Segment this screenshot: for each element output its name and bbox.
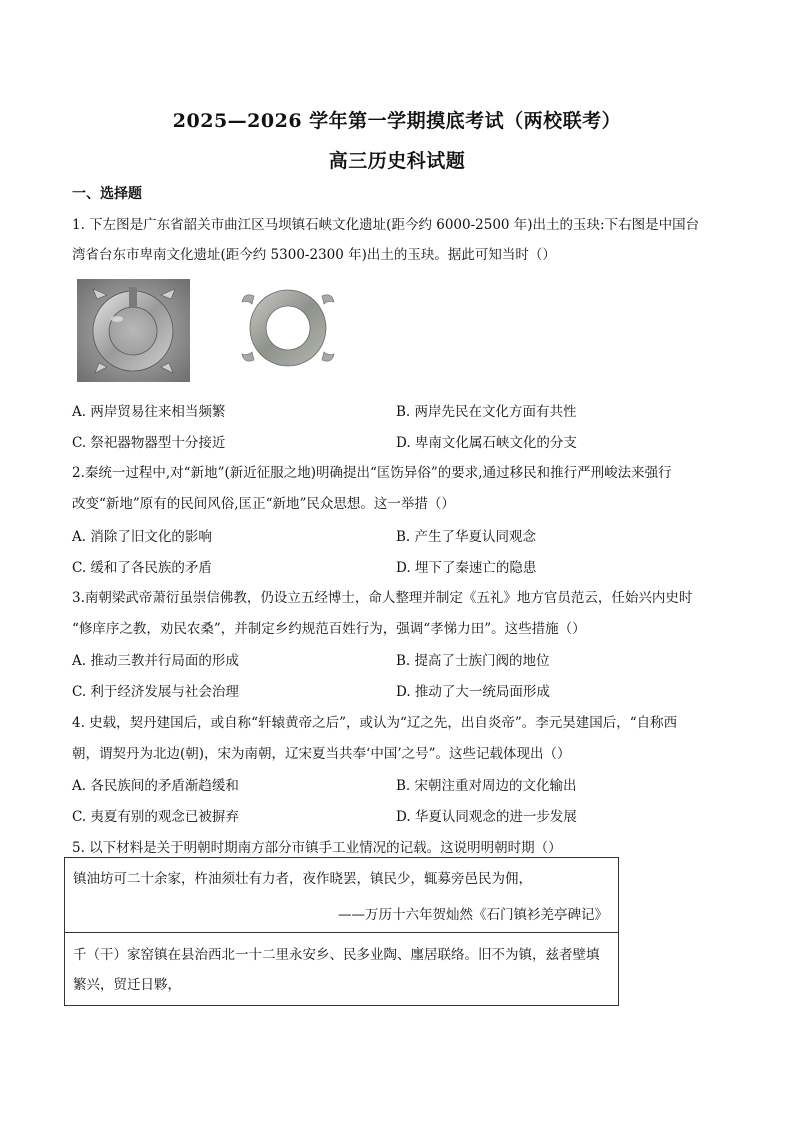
- question-5-line-1: 5. 以下材料是关于明朝时期南方部分市镇手工业情况的记载。这说明明朝时期（）: [72, 840, 562, 856]
- question-2-option-c[interactable]: C. 缓和了各民族的矛盾: [72, 560, 212, 576]
- question-3-option-d[interactable]: D. 推动了大一统局面形成: [396, 684, 550, 700]
- question-1-option-c[interactable]: C. 祭祀器物器型十分接近: [72, 435, 226, 451]
- jade-jue-left-image: [77, 279, 190, 382]
- question-4-line-2: 朝，谓契丹为北边(朝)，宋为南朝，辽宋夏当共奉‘中国’之号”。这些记载体现出（）: [72, 746, 571, 762]
- question-3-option-b[interactable]: B. 提高了士族门阀的地位: [396, 653, 550, 669]
- material-1-source: ——万历十六年贺灿然《石门镇衫羌亭碑记》: [338, 907, 608, 923]
- section-heading: 一、选择题: [72, 186, 142, 202]
- material-2-line-1: 千（干）家窑镇在县治西北一十二里永安乡、民多业陶、廛居联络。旧不为镇，兹者壁填: [73, 947, 600, 963]
- question-4-option-c[interactable]: C. 夷夏有别的观念已被摒弃: [72, 809, 239, 825]
- question-4-line-1: 4. 史载，契丹建国后，或自称“轩辕黄帝之后”，或认为“辽之先，出自炎帝”。李元昊建国后，“自称西: [72, 715, 678, 731]
- question-4-option-b[interactable]: B. 宋朝注重对周边的文化输出: [396, 778, 577, 794]
- question-3-line-2: “修庠序之教，劝民农桑”，并制定乡约规范百姓行为，强调“孝悌力田”。这些措施（）: [72, 621, 586, 637]
- material-box-1: [64, 857, 619, 933]
- question-4-option-d[interactable]: D. 华夏认同观念的进一步发展: [396, 809, 577, 825]
- exam-subtitle: 高三历史科试题: [328, 150, 466, 172]
- material-box-2: [64, 932, 619, 1006]
- question-1-option-d[interactable]: D. 卑南文化属石峡文化的分支: [396, 435, 577, 451]
- question-2-option-a[interactable]: A. 消除了旧文化的影响: [72, 529, 212, 545]
- jade-jue-right-image: [232, 276, 344, 380]
- question-2-option-b[interactable]: B. 产生了华夏认同观念: [396, 529, 537, 545]
- material-2-line-2: 繁兴，贸迁日夥，: [73, 977, 181, 993]
- question-4-option-a[interactable]: A. 各民族间的矛盾渐趋缓和: [72, 778, 239, 794]
- question-2-option-d[interactable]: D. 埋下了秦速亡的隐患: [396, 560, 537, 576]
- question-3-option-a[interactable]: A. 推动三教并行局面的形成: [72, 653, 239, 669]
- question-1-option-b[interactable]: B. 两岸先民在文化方面有共性: [396, 404, 577, 420]
- question-1-line-2: 湾省台东市卑南文化遗址(距今约 5300-2300 年)出土的玉玦。据此可知当时（）: [72, 247, 556, 263]
- question-1-option-a[interactable]: A. 两岸贸易往来相当频繁: [72, 404, 226, 420]
- question-2-line-1: 2.秦统一过程中,对“新地”(新近征服之地)明确提出“匡饬异俗”的要求,通过移民和推行严刑峻法来强行: [72, 465, 672, 481]
- exam-title: 2025—2026 学年第一学期摸底考试（两校联考）: [172, 110, 622, 132]
- question-3-option-c[interactable]: C. 利于经济发展与社会治理: [72, 684, 239, 700]
- question-2-line-2: 改变“新地”原有的民间风俗,匡正“新地”民众思想。这一举措（）: [72, 496, 455, 512]
- material-1-text: 镇油坊可二十余家，杵油须壮有力者，夜作晓罢，镇民少，辄募旁邑民为佣，: [73, 871, 532, 887]
- question-1-line-1: 1. 下左图是广东省韶关市曲江区马坝镇石峡文化遗址(距今约 6000-2500 年)出土的玉玦:下右图是中国台: [72, 217, 700, 233]
- question-3-line-1: 3.南朝梁武帝萧衍虽崇信佛教，仍设立五经博士，命人整理并制定《五礼》地方官员范云，任始兴内史时: [72, 590, 693, 606]
